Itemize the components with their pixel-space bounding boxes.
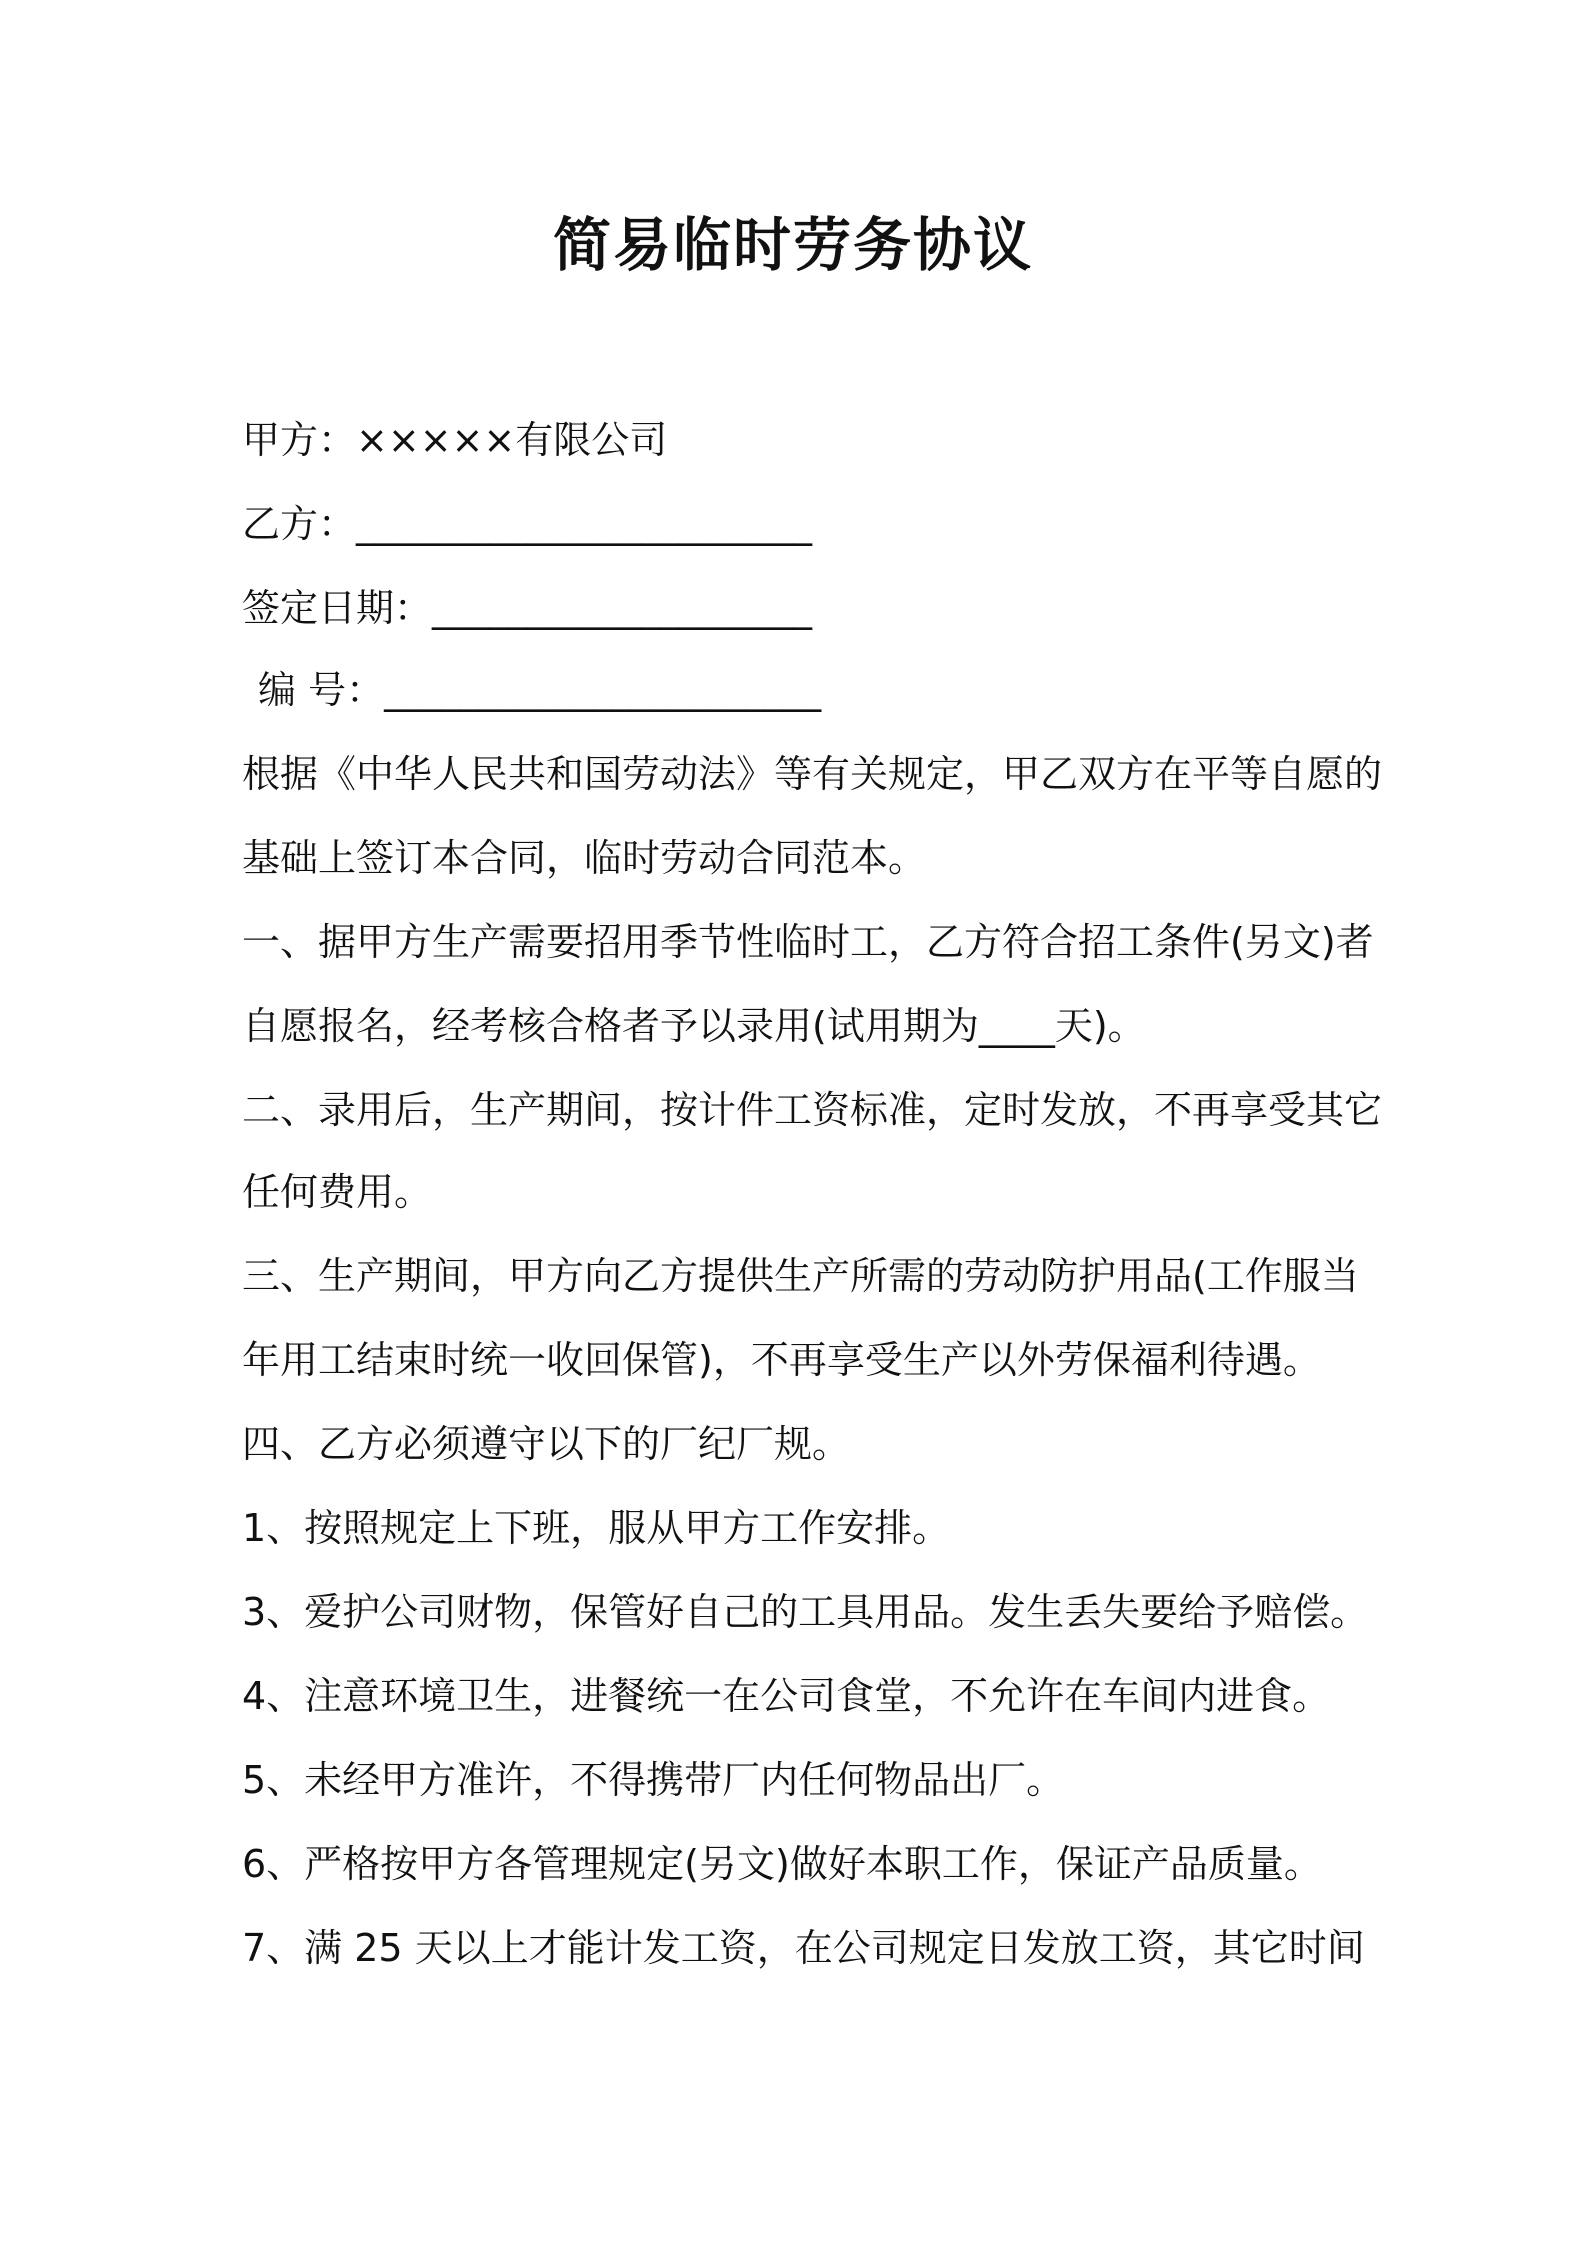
rule-6: 6、严格按甲方各管理规定(另文)做好本职工作，保证产品质量。 — [242, 1842, 1322, 1886]
document-title: 简易临时劳务协议 — [552, 211, 1033, 279]
clause-1-line-2: 自愿报名，经考核合格者予以录用(试用期为____天)。 — [242, 1004, 1146, 1048]
rule-5: 5、未经甲方准许，不得携带厂内任何物品出厂。 — [242, 1758, 1065, 1802]
body-line-1: 根据《中华人民共和国劳动法》等有关规定，甲乙双方在平等自愿的 — [242, 752, 1383, 796]
party-b-line — [242, 498, 1362, 550]
clause-2-line-1: 二、录用后，生产期间，按计件工资标准，定时发放，不再享受其它 — [242, 1088, 1383, 1132]
number-line — [258, 664, 1378, 716]
sign-date-line — [242, 582, 1362, 634]
sign-date-label: 签定日期： — [242, 586, 433, 630]
clause-3-line-1: 三、生产期间，甲方向乙方提供生产所需的劳动防护用品(工作服当 — [242, 1254, 1359, 1298]
rule-3: 3、爱护公司财物，保管好自己的工具用品。发生丢失要给予赔偿。 — [242, 1590, 1369, 1634]
body-line-2: 基础上签订本合同，临时劳动合同范本。 — [242, 836, 927, 880]
party-b-label: 乙方： — [242, 502, 357, 546]
party-a-value: ×××××有限公司 — [356, 418, 668, 462]
clause-1-line-1: 一、据甲方生产需要招用季节性临时工，乙方符合招工条件(另文)者 — [242, 920, 1374, 964]
clause-4-heading: 四、乙方必须遵守以下的厂纪厂规。 — [242, 1422, 851, 1466]
party-a-label: 甲方： — [242, 418, 357, 462]
sign-date-value: ____________________ — [432, 586, 813, 630]
clause-3-line-2: 年用工结束时统一收回保管)，不再享受生产以外劳保福利待遇。 — [242, 1338, 1321, 1382]
clause-2-line-2: 任何费用。 — [242, 1170, 433, 1214]
party-b-value: ________________________ — [356, 502, 813, 546]
rule-1: 1、按照规定上下班，服从甲方工作安排。 — [242, 1506, 951, 1550]
party-a-line — [242, 414, 1362, 466]
number-label: 编 号： — [258, 668, 385, 712]
number-value: _______________________ — [384, 668, 822, 712]
rule-4: 4、注意环境卫生，进餐统一在公司食堂，不允许在车间内进食。 — [242, 1674, 1331, 1718]
rule-7: 7、满 25 天以上才能计发工资，在公司规定日发放工资，其它时间 — [242, 1926, 1365, 1970]
